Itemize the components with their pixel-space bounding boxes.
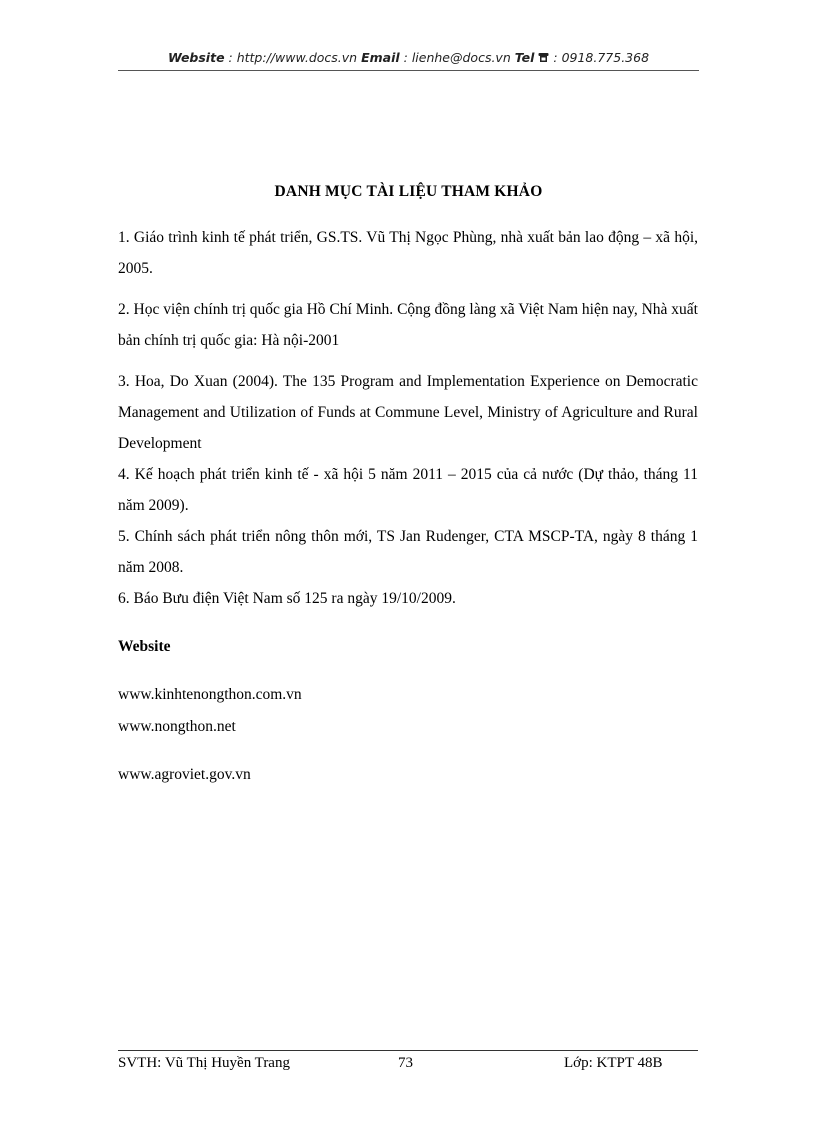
header-website-value: : http://www.docs.vn: [224, 50, 362, 65]
header-tel-value: : 0918.775.368: [549, 50, 650, 65]
reference-item: 6. Báo Bưu điện Việt Nam số 125 ra ngày 19/10/2009.: [118, 590, 456, 607]
footer-class: Lớp: KTPT 48B: [564, 1055, 663, 1071]
phone-icon: [538, 51, 549, 66]
reference-item: 5. Chính sách phát triển nông thôn mới, TS Jan Rudenger, CTA MSCP-TA, ngày 8 tháng 1 năm 2008.: [118, 528, 698, 576]
reference-list: [118, 222, 698, 614]
header-tel-label: Tel: [514, 50, 535, 65]
footer-author: SVTH: Vũ Thị Huyền Trang: [118, 1055, 290, 1071]
website-link[interactable]: www.agroviet.gov.vn: [118, 766, 251, 783]
footer-page-number: 73: [398, 1055, 413, 1071]
reference-item: 1. Giáo trình kinh tế phát triển, GS.TS. Vũ Thị Ngọc Phùng, nhà xuất bản lao động – xã hội, 2005.: [118, 229, 698, 277]
websites-heading: Website: [118, 638, 171, 655]
page-header: [118, 50, 699, 66]
reference-item: 2. Học viện chính trị quốc gia Hồ Chí Minh. Cộng đồng làng xã Việt Nam hiện nay, Nhà xuất bản chính trị quốc gia: Hà nội-2001: [118, 301, 698, 349]
reference-item: 4. Kế hoạch phát triển kinh tế - xã hội 5 năm 2011 – 2015 của cả nước (Dự thảo, tháng 11 năm 2009).: [118, 466, 698, 514]
header-email-label: Email: [361, 50, 400, 65]
reference-item: 3. Hoa, Do Xuan (2004). The 135 Program and Implementation Experience on Democratic Management and Utilization of Funds at Commune Level, Ministry of Agriculture and Rural Development: [118, 373, 698, 452]
website-link[interactable]: www.kinhtenongthon.com.vn: [118, 686, 302, 703]
header-divider: [118, 70, 699, 71]
header-email-value: : lienhe@docs.vn: [399, 50, 515, 65]
page-title: DANH MỤC TÀI LIỆU THAM KHẢO: [274, 183, 543, 200]
header-website-label: Website: [167, 50, 225, 65]
website-link[interactable]: www.nongthon.net: [118, 718, 236, 735]
footer-divider: [118, 1050, 698, 1051]
